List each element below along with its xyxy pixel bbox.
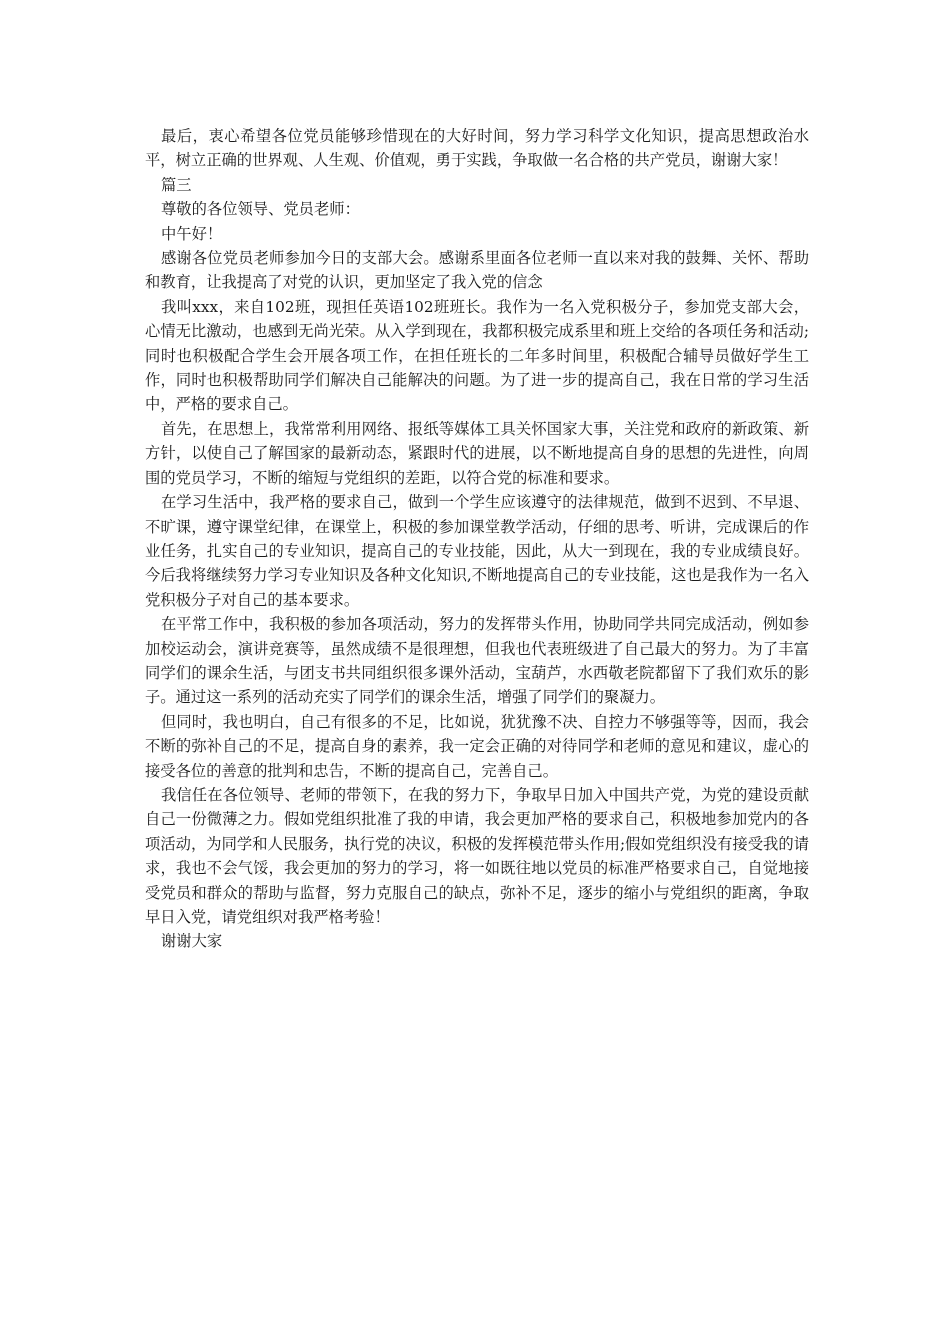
section-heading: 篇三 (161, 175, 192, 194)
paragraph-introduction: 我叫xxx，来自102班，现担任英语102班班长。我作为一名入党积极分子，参加党支部大会，心情无比激动，也感到无尚光荣。从入学到现在，我都积极完成系里和班上交给的各项任务和活动;同时也积极配合学生会开展各项工作，在担任班长的二年多时间里，积极配合辅导员做好学生工作，同时也积极帮助同学们解决自己能解决的问题。为了进一步的提高自己，我在日常的学习生活中，严格的要求自己。 (145, 297, 809, 414)
greeting: 中午好！ (161, 224, 223, 243)
closing-thanks: 谢谢大家 (161, 932, 223, 951)
document-body (145, 124, 809, 954)
paragraph-thought: 首先，在思想上，我常常利用网络、报纸等媒体工具关怀国家大事，关注党和政府的新政策、新方针，以使自己了解国家的最新动态，紧跟时代的进展，以不断地提高自身的思想的先进性，向周围的党员学习，不断的缩短与党组织的差距，以符合党的标准和要求。 (145, 419, 809, 487)
paragraph-thanks: 感谢各位党员老师参加今日的支部大会。感谢系里面各位老师一直以来对我的鼓舞、关怀、帮助和教育，让我提高了对党的认识，更加坚定了我入党的信念 (145, 249, 809, 292)
paragraph-work: 在平常工作中，我积极的参加各项活动，努力的发挥带头作用，协助同学共同完成活动，例如参加校运动会，演讲竞赛等，虽然成绩不是很理想，但我也代表班级进了自己最大的努力。为了丰富同学们的课余生活，与团支书共同组织很多课外活动，宝葫芦，水西敬老院都留下了我们欢乐的影子。通过这一系列的活动充实了同学们的课余生活，增强了同学们的聚凝力。 (145, 615, 809, 707)
paragraph-commitment: 我信任在各位领导、老师的带领下，在我的努力下，争取早日加入中国共产党，为党的建设贡献自己一份微薄之力。假如党组织批准了我的申请，我会更加严格的要求自己，积极地参加党内的各项活动，为同学和人民服务，执行党的决议，积极的发挥模范带头作用;假如党组织没有接受我的请求，我也不会气馁，我会更加的努力的学习，将一如既往地以党员的标准严格要求自己，自觉地接受党员和群众的帮助与监督，努力克服自己的缺点，弥补不足，逐步的缩小与党组织的距离，争取早日入党，请党组织对我严格考验！ (145, 785, 809, 926)
paragraph-closing-remarks: 最后，衷心希望各位党员能够珍惜现在的大好时间，努力学习科学文化知识，提高思想政治水平，树立正确的世界观、人生观、价值观，勇于实践，争取做一名合格的共产党员，谢谢大家！ (145, 127, 809, 170)
salutation: 尊敬的各位领导、党员老师： (161, 200, 360, 219)
paragraph-study: 在学习生活中，我严格的要求自己，做到一个学生应该遵守的法律规范，做到不迟到、不早退、不旷课，遵守课堂纪律，在课堂上，积极的参加课堂教学活动，仔细的思考、听讲，完成课后的作业任务，扎实自己的专业知识，提高自己的专业技能，因此，从大一到现在，我的专业成绩良好。今后我将继续努力学习专业知识及各种文化知识,不断地提高自己的专业技能，这也是我作为一名入党积极分子对自己的基本要求。 (145, 493, 809, 609)
paragraph-shortcomings: 但同时，我也明白，自己有很多的不足，比如说，犹犹豫不决、自控力不够强等等，因而，我会不断的弥补自己的不足，提高自身的素养，我一定会正确的对待同学和老师的意见和建议，虚心的接受各位的善意的批判和忠告，不断的提高自己，完善自己。 (145, 712, 809, 780)
